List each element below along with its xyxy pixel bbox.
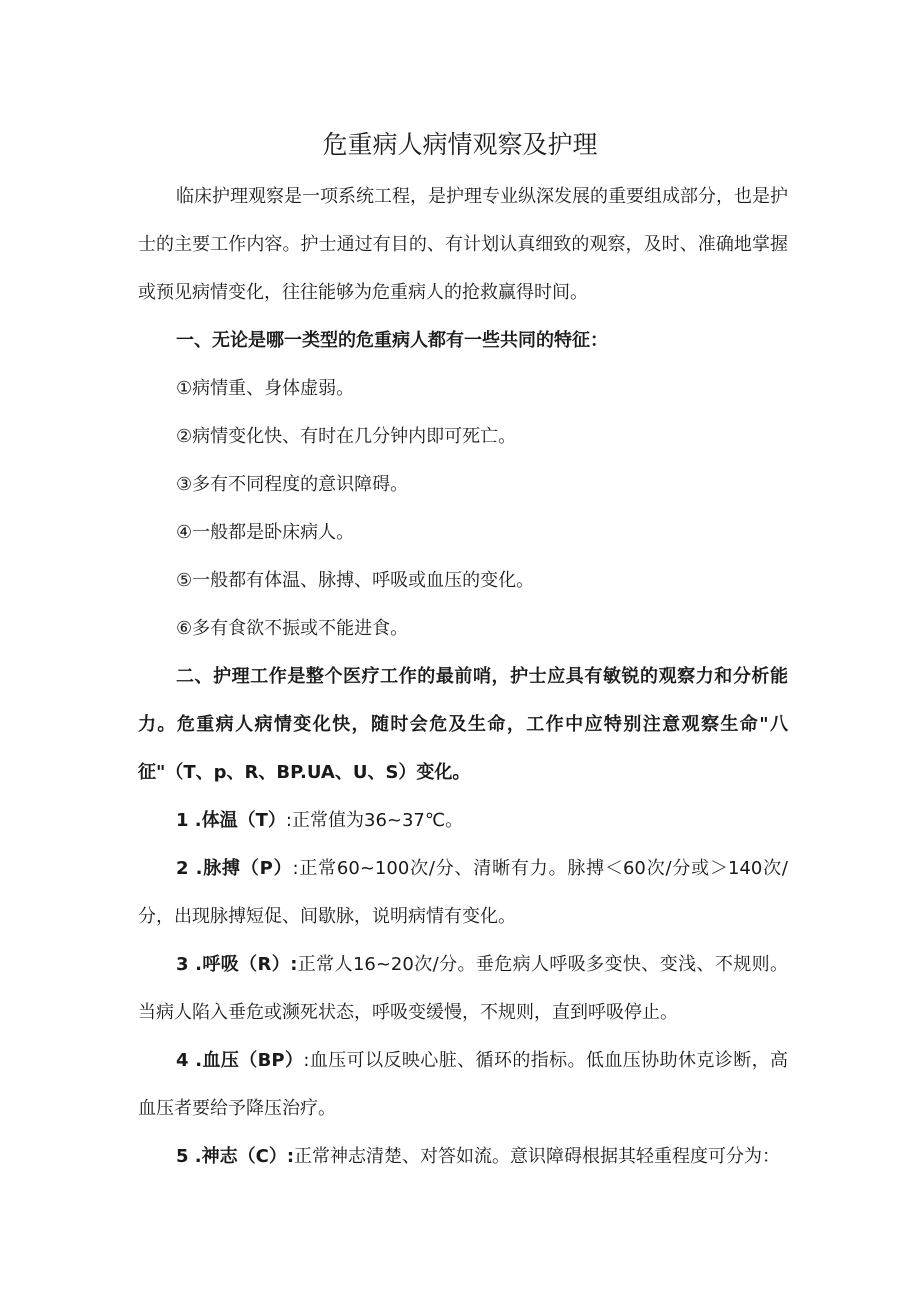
feature-item: ④一般都是卧床病人。 [176,522,355,543]
vital-sign-text: :血压可以反映心脏、循环的指标。低血压协助休克诊断，高血压者要给予降压治疗。 [138,1050,789,1119]
vital-sign-text: :正常值为36~37℃。 [285,810,464,831]
vital-sign-label: 4 .血压（BP） [176,1050,304,1071]
vital-sign-item [138,1133,788,1181]
vital-sign-label: 3 .呼吸（R）: [176,954,298,975]
vital-sign-label: 1 .体温（T） [176,810,286,831]
feature-item: ⑥多有食欲不振或不能进食。 [176,618,409,639]
vital-sign-text: :正常60~100次/分、清晰有力。脉搏＜60次/分或＞140次/分，出现脉搏短促、间歇脉，说明病情有变化。 [138,858,788,927]
section-1-heading: 一、无论是哪一类型的危重病人都有一些共同的特征： [176,330,608,351]
document-body [138,173,788,1181]
vital-sign-label: 5 .神志（C）: [176,1146,295,1167]
feature-item: ③多有不同程度的意识障碍。 [176,474,409,495]
feature-item: ①病情重、身体虚弱。 [176,378,355,399]
vital-sign-text: 正常人16~20次/分。垂危病人呼吸多变快、变浅、不规则。当病人陷入垂危或濒死状态，呼吸变缓慢，不规则，直到呼吸停止。 [138,954,789,1023]
vital-sign-text: 正常神志清楚、对答如流。意识障碍根据其轻重程度可分为： [294,1146,781,1167]
vital-sign-item [138,797,788,845]
document-title: 危重病人病情观察及护理 [322,130,598,159]
feature-item: ②病情变化快、有时在几分钟内即可死亡。 [176,426,517,447]
intro-paragraph: 临床护理观察是一项系统工程，是护理专业纵深发展的重要组成部分，也是护士的主要工作内容。护士通过有目的、有计划认真细致的观察，及时、准确地掌握或预见病情变化，往往能够为危重病人的抢救赢得时间。 [138,186,788,303]
section-2-heading: 二、护理工作是整个医疗工作的最前哨，护士应具有敏锐的观察力和分析能力。危重病人病情变化快，随时会危及生命，工作中应特别注意观察生命"八征"（T、p、R、BP.UA、U、S）变化。 [138,666,788,783]
vital-sign-item [138,845,788,941]
vital-sign-item [138,1037,788,1133]
vital-sign-label: 2 .脉搏（P） [176,858,293,879]
vital-sign-item [138,941,788,1037]
feature-item: ⑤一般都有体温、脉搏、呼吸或血压的变化。 [176,570,535,591]
